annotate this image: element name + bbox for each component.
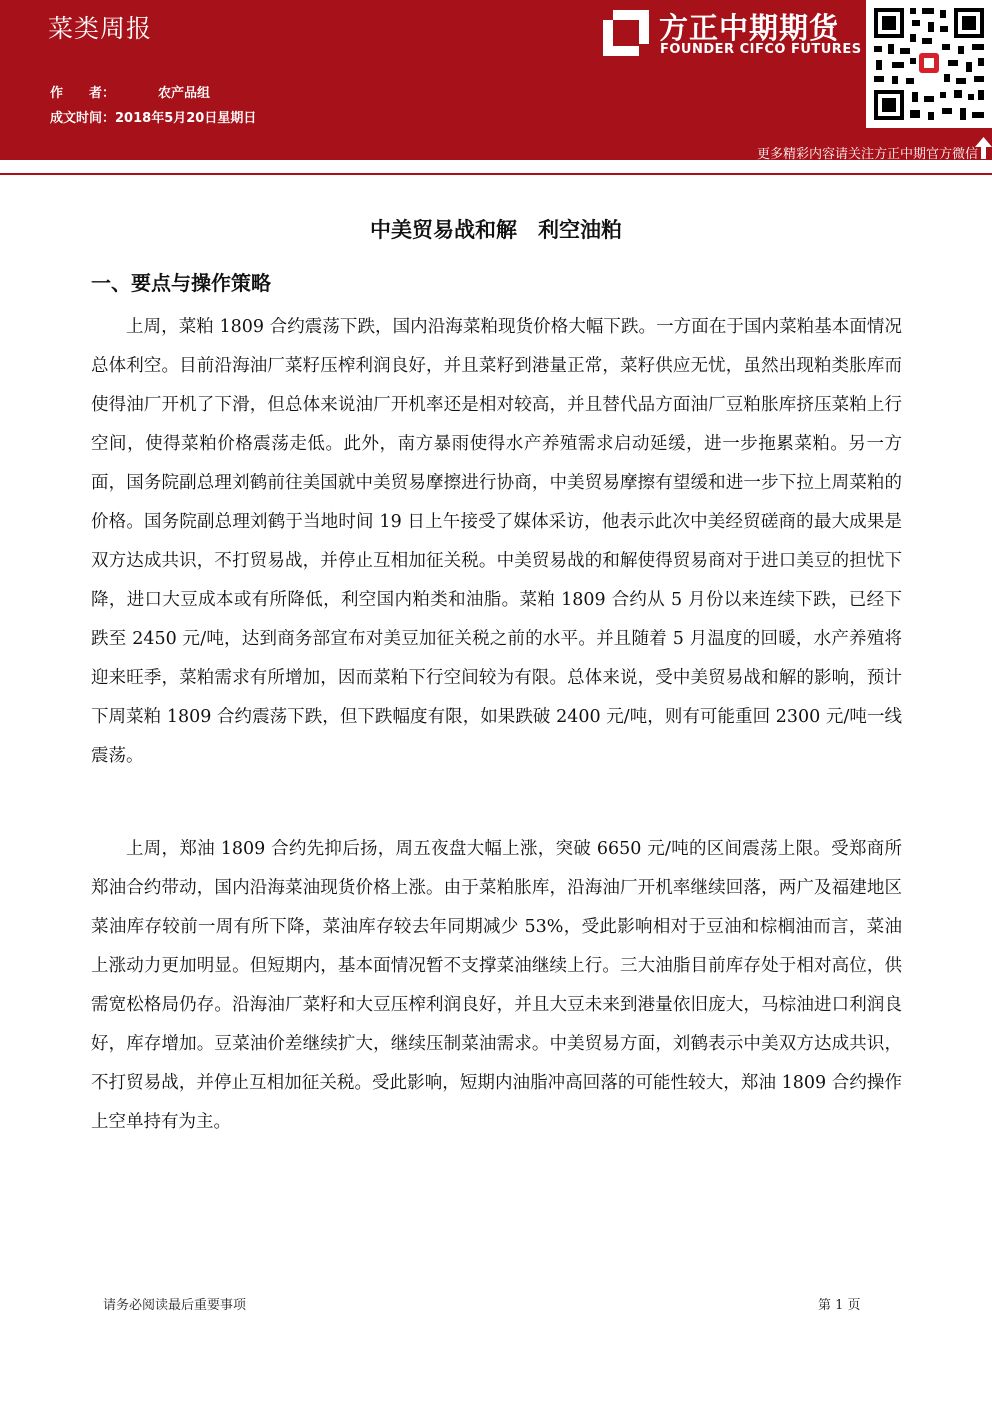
follow-wechat-text[interactable]: 更多精彩内容请关注方正中期官方微信 xyxy=(756,147,978,162)
date-value: 2018年5月20日星期日 xyxy=(115,111,257,126)
footer-notice: 请务必阅读最后重要事项 xyxy=(103,1298,247,1313)
section-heading: 一、要点与操作策略 xyxy=(91,271,271,295)
logo-chinese-name: 方正中期期货 xyxy=(659,11,840,45)
logo-mark-icon xyxy=(603,10,649,56)
header-divider xyxy=(0,173,992,175)
author-label: 作 者： xyxy=(50,86,116,101)
company-logo xyxy=(603,8,863,64)
paragraph-rapeseed-oil: 上周，郑油 1809 合约先抑后扬，周五夜盘大幅上涨，突破 6650 元/吨的区间震荡上限。受郑商所郑油合约带动，国内沿海菜油现货价格上涨。由于菜粕胀库，沿海油厂开机率继续回落，两广及福建地区菜油库存较前一周有所下降，菜油库存较去年同期减少 53%，受此影响相对于豆油和棕榈油而言，菜油上涨动力更加明显。但短期内，基本面情况暂不支撑菜油继续上行。三大油脂目前库存处于相对高位，供需宽松格局仍存。沿海油厂菜籽和大豆压榨利润良好，并且大豆未来到港量依旧庞大，马棕油进口利润良好，库存增加。豆菜油价差继续扩大，继续压制菜油需求。中美贸易方面，刘鹤表示中美双方达成共识，不打贸易战，并停止互相加征关税。受此影响，短期内油脂冲高回落的可能性较大，郑油 1809 合约操作上空单持有为主。 xyxy=(91,839,902,1132)
document-title: 中美贸易战和解 利空油粕 xyxy=(370,218,622,242)
date-label: 成文时间： xyxy=(50,111,116,126)
report-header xyxy=(0,0,992,160)
report-type: 菜类周报 xyxy=(48,14,153,43)
page-number: 第 1 页 xyxy=(818,1298,861,1313)
arrow-up-icon xyxy=(975,137,992,159)
author-value: 农产品组 xyxy=(158,86,211,101)
author-line xyxy=(50,82,210,101)
logo-english-name: FOUNDER CIFCO FUTURES xyxy=(660,42,862,57)
date-line xyxy=(50,107,256,126)
paragraph-rapeseed-meal: 上周，菜粕 1809 合约震荡下跌，国内沿海菜粕现货价格大幅下跌。一方面在于国内菜粕基本面情况总体利空。目前沿海油厂菜籽压榨利润良好，并且菜籽到港量正常，菜籽供应无忧，虽然出现粕类胀库而使得油厂开机了下滑，但总体来说油厂开机率还是相对较高，并且替代品方面油厂豆粕胀库挤压菜粕上行空间，使得菜粕价格震荡走低。此外，南方暴雨使得水产养殖需求启动延缓，进一步拖累菜粕。另一方面，国务院副总理刘鹤前往美国就中美贸易摩擦进行协商，中美贸易摩擦有望缓和进一步下拉上周菜粕的价格。国务院副总理刘鹤于当地时间 19 日上午接受了媒体采访，他表示此次中美经贸磋商的最大成果是双方达成共识，不打贸易战，并停止互相加征关税。中美贸易战的和解使得贸易商对于进口美豆的担忧下降，进口大豆成本或有所降低，利空国内粕类和油脂。菜粕 1809 合约从 5 月份以来连续下跌，已经下跌至 2450 元/吨，达到商务部宣布对美豆加征关税之前的水平。并且随着 5 月温度的回暖，水产养殖将迎来旺季，菜粕需求有所增加，因而菜粕下行空间较为有限。总体来说，受中美贸易战和解的影响，预计下周菜粕 1809 合约震荡下跌，但下跌幅度有限，如果跌破 2400 元/吨，则有可能重回 2300 元/吨一线震荡。 xyxy=(91,317,902,766)
wechat-qr-code-icon[interactable] xyxy=(866,0,992,128)
